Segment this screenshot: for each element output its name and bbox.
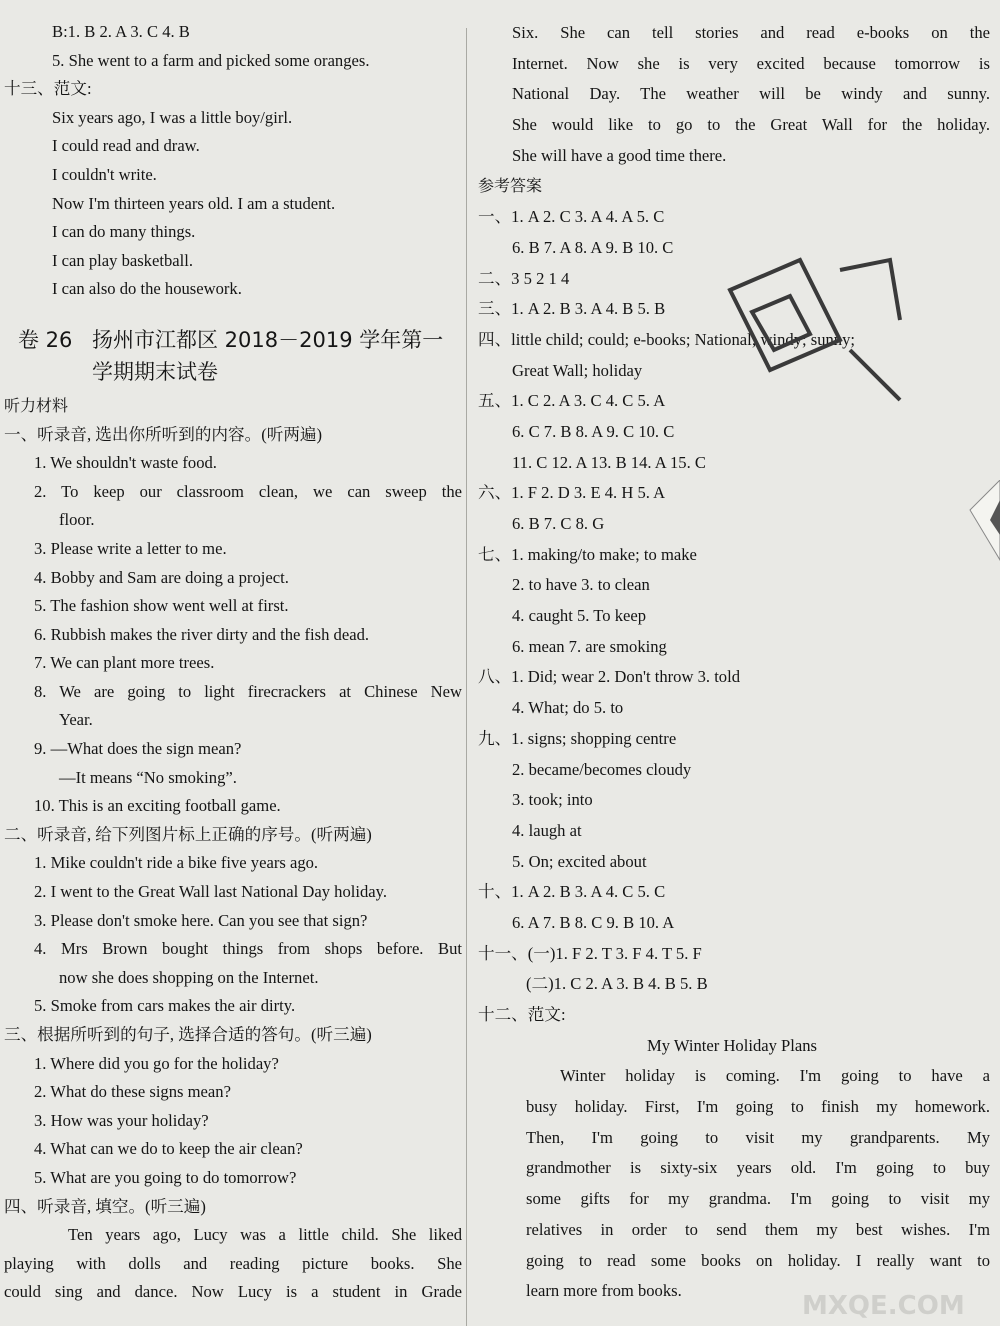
site-watermark bbox=[794, 1252, 994, 1322]
text-line: grandmother is sixty-six years old. I'm going to buy bbox=[526, 1158, 990, 1178]
exam-title-line2: 学期期末试卷 bbox=[92, 359, 218, 384]
text-line: 2. I went to the Great Wall last National Day holiday. bbox=[34, 882, 388, 902]
text-line: 2. What do these signs mean? bbox=[34, 1082, 231, 1102]
text-line: 8. We are going to light firecrackers at Chinese New bbox=[34, 681, 462, 701]
text-line: 1. We shouldn't waste food. bbox=[34, 453, 217, 473]
text-line: 4. What can we do to keep the air clean? bbox=[34, 1139, 303, 1159]
text-line: 四、little child; could; e-books; National; windy; sunny; bbox=[478, 329, 856, 349]
previous-exam-answers bbox=[0, 18, 462, 304]
text-line: 5. Smoke from cars makes the air dirty. bbox=[34, 996, 296, 1016]
text-line: She would like to go to the Great Wall for the holiday. bbox=[512, 115, 990, 135]
text-line: 十三、范文: bbox=[4, 79, 92, 99]
text-line: 七、1. making/to make; to make bbox=[478, 544, 697, 564]
text-line: 十二、范文: bbox=[478, 1005, 566, 1024]
text-line: (二)1. C 2. A 3. B 4. B 5. B bbox=[526, 974, 708, 994]
text-line: 九、1. signs; shopping centre bbox=[478, 728, 677, 748]
text-line: 5. The fashion show went well at first. bbox=[34, 596, 289, 616]
text-line: 3. Please write a letter to me. bbox=[34, 538, 227, 558]
answer-key bbox=[474, 18, 990, 1307]
text-line: relatives in order to send them my best wishes. I'm bbox=[526, 1219, 990, 1239]
text-line: Ten years ago, Lucy was a little child. She liked bbox=[68, 1225, 462, 1245]
text-line: 2. became/becomes cloudy bbox=[512, 759, 692, 779]
text-line: 5. What are you going to do tomorrow? bbox=[34, 1167, 297, 1187]
text-line: —It means “No smoking”. bbox=[59, 767, 237, 787]
text-line: 6. mean 7. are smoking bbox=[512, 636, 667, 656]
text-line: My Winter Holiday Plans bbox=[646, 1035, 818, 1055]
text-line: playing with dolls and reading picture books. She bbox=[4, 1253, 462, 1273]
text-line: 9. —What does the sign mean? bbox=[34, 739, 242, 759]
text-line: busy holiday. First, I'm going to finish my homework. bbox=[526, 1097, 990, 1117]
text-line: 3. took; into bbox=[512, 790, 593, 810]
text-line: I couldn't write. bbox=[52, 164, 157, 184]
left-column bbox=[0, 18, 462, 1307]
text-line: floor. bbox=[59, 510, 95, 530]
text-line: I can play basketball. bbox=[52, 250, 193, 270]
text-line: 4. laugh at bbox=[512, 820, 582, 840]
text-line: 二、听录音, 给下列图片标上正确的序号。(听两遍) bbox=[4, 824, 372, 844]
text-line: 1. Where did you go for the holiday? bbox=[34, 1053, 279, 1073]
text-line: 6. C 7. B 8. A 9. C 10. C bbox=[512, 421, 675, 441]
text-line: 三、根据所听到的句子, 选择合适的答句。(听三遍) bbox=[4, 1025, 372, 1044]
text-line: Internet. Now she is very excited because tomorrow is bbox=[512, 53, 990, 73]
text-line: 3. How was your holiday? bbox=[34, 1110, 209, 1130]
text-line: 八、1. Did; wear 2. Don't throw 3. told bbox=[478, 667, 741, 687]
text-line: B:1. B 2. A 3. C 4. B bbox=[52, 22, 190, 41]
text-line: 4. Mrs Brown bought things from shops before. But bbox=[34, 939, 462, 959]
text-line: Great Wall; holiday bbox=[512, 360, 643, 380]
text-line: 3. Please don't smoke here. Can you see that sign? bbox=[34, 910, 368, 930]
text-line: Six. She can tell stories and read e-books on the bbox=[512, 23, 990, 42]
text-line: 7. We can plant more trees. bbox=[34, 653, 215, 673]
text-line: 十一、(一)1. F 2. T 3. F 4. T 5. F bbox=[478, 943, 702, 963]
text-line: National Day. The weather will be windy and sunny. bbox=[512, 84, 990, 104]
right-column bbox=[474, 18, 990, 1307]
exam-title bbox=[0, 324, 462, 388]
text-line: learn more from books. bbox=[526, 1281, 682, 1301]
text-line: 参考答案 bbox=[478, 176, 543, 196]
text-line: I could read and draw. bbox=[52, 136, 200, 156]
text-line: 一、听录音, 选出你所听到的内容。(听两遍) bbox=[4, 424, 323, 444]
text-line: 6. A 7. B 8. C 9. B 10. A bbox=[512, 912, 675, 932]
text-line: Now I'm thirteen years old. I am a student. bbox=[52, 193, 336, 213]
text-line: 四、听录音, 填空。(听三遍) bbox=[4, 1196, 206, 1216]
text-line: 十、1. A 2. B 3. A 4. C 5. C bbox=[478, 882, 666, 902]
text-line: now she does shopping on the Internet. bbox=[59, 967, 319, 987]
text-line: 5. On; excited about bbox=[512, 851, 647, 871]
exam-number: 卷 26 bbox=[18, 327, 73, 352]
column-divider bbox=[466, 28, 467, 1326]
text-line: 6. Rubbish makes the river dirty and the fish dead. bbox=[34, 624, 370, 644]
text-line: 五、1. C 2. A 3. C 4. C 5. A bbox=[478, 391, 666, 411]
listening-material bbox=[0, 392, 462, 1307]
text-line: 二、3 5 2 1 4 bbox=[478, 268, 570, 288]
text-line: 三、1. A 2. B 3. A 4. B 5. B bbox=[478, 299, 666, 319]
text-line: 听力材料 bbox=[4, 395, 69, 415]
text-line: 六、1. F 2. D 3. E 4. H 5. A bbox=[478, 483, 666, 503]
text-line: 4. What; do 5. to bbox=[512, 698, 624, 718]
text-line: 4. caught 5. To keep bbox=[512, 606, 647, 626]
text-line: I can do many things. bbox=[52, 222, 196, 242]
text-line: She will have a good time there. bbox=[512, 145, 727, 165]
text-line: Year. bbox=[59, 710, 93, 730]
text-line: 4. Bobby and Sam are doing a project. bbox=[34, 567, 289, 587]
text-line: could sing and dance. Now Lucy is a student in Grade bbox=[4, 1282, 462, 1302]
text-line: 2. To keep our classroom clean, we can sweep the bbox=[34, 481, 462, 501]
text-line: 6. B 7. C 8. G bbox=[512, 514, 605, 533]
exam-title-line1: 扬州市江都区 2018－2019 学年第一 bbox=[92, 327, 444, 352]
text-line: going to read some books on holiday. I really want to bbox=[526, 1250, 990, 1270]
text-line: I can also do the housework. bbox=[52, 279, 242, 299]
text-line: 5. She went to a farm and picked some oranges. bbox=[52, 50, 370, 70]
text-line: 6. B 7. A 8. A 9. B 10. C bbox=[512, 237, 674, 257]
text-line: Six years ago, I was a little boy/girl. bbox=[52, 107, 293, 127]
text-line: 11. C 12. A 13. B 14. A 15. C bbox=[512, 452, 706, 472]
text-line: 2. to have 3. to clean bbox=[512, 575, 650, 595]
text-line: Then, I'm going to visit my grandparents. My bbox=[526, 1127, 990, 1147]
watermark-text: MXQE.COM bbox=[802, 1291, 965, 1321]
text-line: some gifts for my grandma. I'm going to visit my bbox=[526, 1189, 990, 1209]
page-curl bbox=[960, 480, 1000, 620]
text-line: 10. This is an exciting football game. bbox=[34, 796, 281, 816]
text-line: 1. Mike couldn't ride a bike five years ago. bbox=[34, 853, 319, 873]
text-line: 一、1. A 2. C 3. A 4. A 5. C bbox=[478, 207, 665, 227]
text-line: Winter holiday is coming. I'm going to have a bbox=[560, 1066, 990, 1086]
